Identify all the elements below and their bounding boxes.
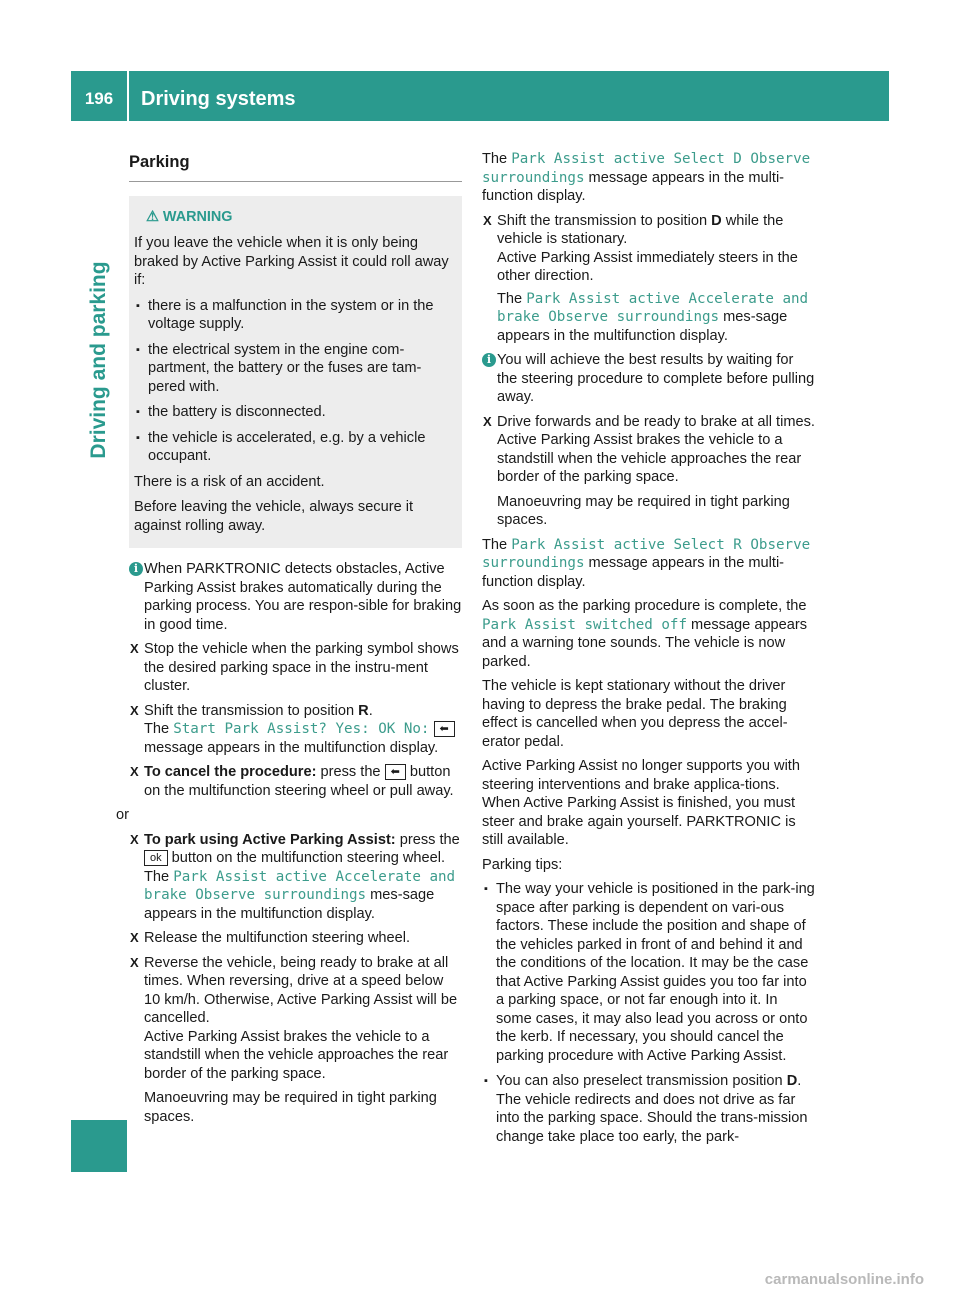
step-text: Active Parking Assist immediately steers in the other direction.: [497, 249, 798, 284]
page-number: 196: [84, 89, 114, 108]
display-message: Park Assist active Accelerate and brake Observe surroundings: [144, 868, 456, 903]
step-release: X Release the multifunction steering wheel.: [129, 929, 462, 948]
paragraph: The vehicle is kept stationary without the driver having to depress the brake pedal. The braking effect is cancelled when you depress the accel-erator pedal.: [482, 678, 788, 750]
display-message: Park Assist active Select R Observe surroundings: [482, 536, 811, 571]
section-title: Parking: [129, 153, 190, 171]
step-text: Manoeuvring may be required in tight parking spaces.: [144, 1090, 437, 1125]
ok-key: ok: [144, 850, 168, 866]
paragraph: [482, 150, 816, 206]
step-cancel: [129, 763, 462, 800]
step-reverse: [129, 954, 462, 1127]
step-text: Shift the transmission to position: [497, 212, 712, 229]
watermark: carmanualsonline.info: [764, 1271, 924, 1288]
display-message: Park Assist active Accelerate and brake Observe surroundings: [497, 290, 809, 325]
right-column: [482, 150, 816, 1153]
step-stop: X Stop the vehicle when the parking symbol shows the desired parking space in the instru-ment cluster.: [129, 640, 462, 696]
step-text: Drive forwards and be ready to brake at all times.: [497, 413, 815, 430]
step-text: The: [497, 290, 527, 307]
paragraph: [482, 536, 816, 592]
step-text: Shift the transmission to position: [144, 702, 359, 719]
back-arrow-icon: ⬅: [385, 764, 406, 780]
step-text: The: [144, 721, 174, 737]
step-text: mes-sage appears in the multifunction display.: [144, 887, 435, 922]
section-rule: [129, 181, 462, 182]
info-note: [482, 351, 816, 407]
warning-advice: Before leaving the vehicle, always secure it against rolling away.: [134, 499, 414, 534]
info-text: When PARKTRONIC detects obstacles, Active Parking Assist brakes automatically during the parking process. You are respon-sible for braking in good time.: [144, 561, 462, 633]
display-message: Park Assist active Select D Observe surroundings: [482, 151, 811, 186]
step-drive: [482, 413, 816, 530]
paragraph: Active Parking Assist no longer supports you with steering interventions and brake applica-tions. When Active Parking Assist is finished, you must steer and brake again yourself. PARKTRONIC is still available.: [482, 758, 800, 848]
para-text: The: [482, 536, 512, 553]
step-heading: To park using Active Parking Assist:: [144, 831, 396, 848]
step-heading: To cancel the procedure:: [144, 764, 317, 780]
step-text: message appears in the multifunction display.: [144, 739, 439, 756]
chapter-label: Driving and parking: [87, 261, 110, 459]
step-text: button on the multifunction steering wheel or pull away.: [144, 764, 454, 799]
para-text: message appears in the multi-function display.: [482, 169, 785, 204]
tip-text: . The vehicle redirects and does not drive as far into the parking space. Should the trans-mission change take place too early, the park-: [496, 1073, 808, 1145]
gear-position: R: [358, 702, 369, 719]
para-text: message appears and a warning tone sounds. The vehicle is now parked.: [482, 616, 808, 670]
gear-position: D: [786, 1073, 798, 1089]
tip-bullet: [482, 1072, 816, 1146]
header-divider: [127, 71, 129, 121]
step-text: press the: [395, 831, 460, 848]
step-text: Manoeuvring may be required in tight parking spaces.: [497, 493, 790, 528]
warning-box: [129, 196, 462, 549]
step-text: Reverse the vehicle, being ready to brake at all times. When reversing, drive at a speed below 10 km/h. Otherwise, Active Parking Assist will be cancelled.: [144, 954, 458, 1026]
para-text: The: [482, 151, 512, 167]
paragraph: [482, 597, 816, 671]
warning-bullet: ▪ the vehicle is accelerated, e.g. by a vehicle occupant.: [134, 429, 452, 466]
step-shift-r: X Shift the transmission to position R. The Start Park Assist? Yes: OK No: ⬅ message appears in the multifunction display.: [129, 702, 462, 758]
warning-bullet: ▪ the electrical system in the engine com-partment, the battery or the fuses are tam-pered with.: [134, 341, 452, 397]
tips-title: Parking tips:: [482, 856, 563, 873]
step-text: Active Parking Assist brakes the vehicle to a standstill when the vehicle approaches the rear border of the parking space.: [497, 432, 802, 485]
step-park: [129, 831, 462, 924]
warning-bullet: ▪ the battery is disconnected.: [134, 403, 452, 422]
warning-bullet: ▪ there is a malfunction in the system or in the voltage supply.: [134, 297, 452, 334]
step-text: mes-sage appears in the multifunction display.: [497, 309, 788, 344]
warning-title: [146, 208, 452, 227]
tip-bullet: ▪ The way your vehicle is positioned in the park-ing space after parking is dependent on vari-ous factors. These include the position and shape of the vehicles parked in front of and behind it and the conditions of the location. It may be the case that Active Parking Assist guides you too far into a parking space, or not far enough into it. In some cases, it may also lead you across or onto the kerb. If necessary, you should cancel the parking procedure with Active Parking Assist.: [482, 880, 816, 1065]
warning-triangle-icon: ⚠: [146, 208, 159, 225]
back-arrow-icon: ⬅: [434, 721, 455, 737]
warning-title-text: WARNING: [162, 208, 233, 225]
warning-risk: There is a risk of an accident.: [134, 473, 325, 490]
gear-position: D: [711, 212, 722, 229]
step-shift-d: [482, 212, 816, 346]
tip-text: You can also preselect transmission position: [496, 1073, 787, 1089]
para-text: As soon as the parking procedure is complete, the: [482, 598, 807, 614]
display-message: Start Park Assist? Yes: OK No:: [173, 721, 430, 737]
step-text: press the: [316, 764, 385, 780]
step-text: Active Parking Assist brakes the vehicle to a standstill when the vehicle approaches the rear border of the parking space.: [144, 1028, 449, 1082]
para-text: message appears in the multi-function display.: [482, 555, 785, 590]
display-message: Park Assist switched off: [482, 616, 687, 633]
page-title: Driving systems: [141, 88, 296, 110]
info-text: You will achieve the best results by waiting for the steering procedure to complete before pulling away.: [497, 352, 815, 405]
warning-intro: If you leave the vehicle when it is only being braked by Active Parking Assist it could roll away if:: [134, 235, 449, 288]
info-icon: i: [129, 562, 143, 576]
step-text: button on the multifunction steering wheel.: [167, 850, 446, 866]
or-text: or: [116, 807, 129, 823]
step-text: while the vehicle is stationary.: [497, 212, 784, 247]
left-column: [116, 150, 462, 1132]
info-icon: i: [482, 353, 496, 367]
step-text: The: [144, 868, 174, 885]
info-note: [129, 560, 462, 634]
